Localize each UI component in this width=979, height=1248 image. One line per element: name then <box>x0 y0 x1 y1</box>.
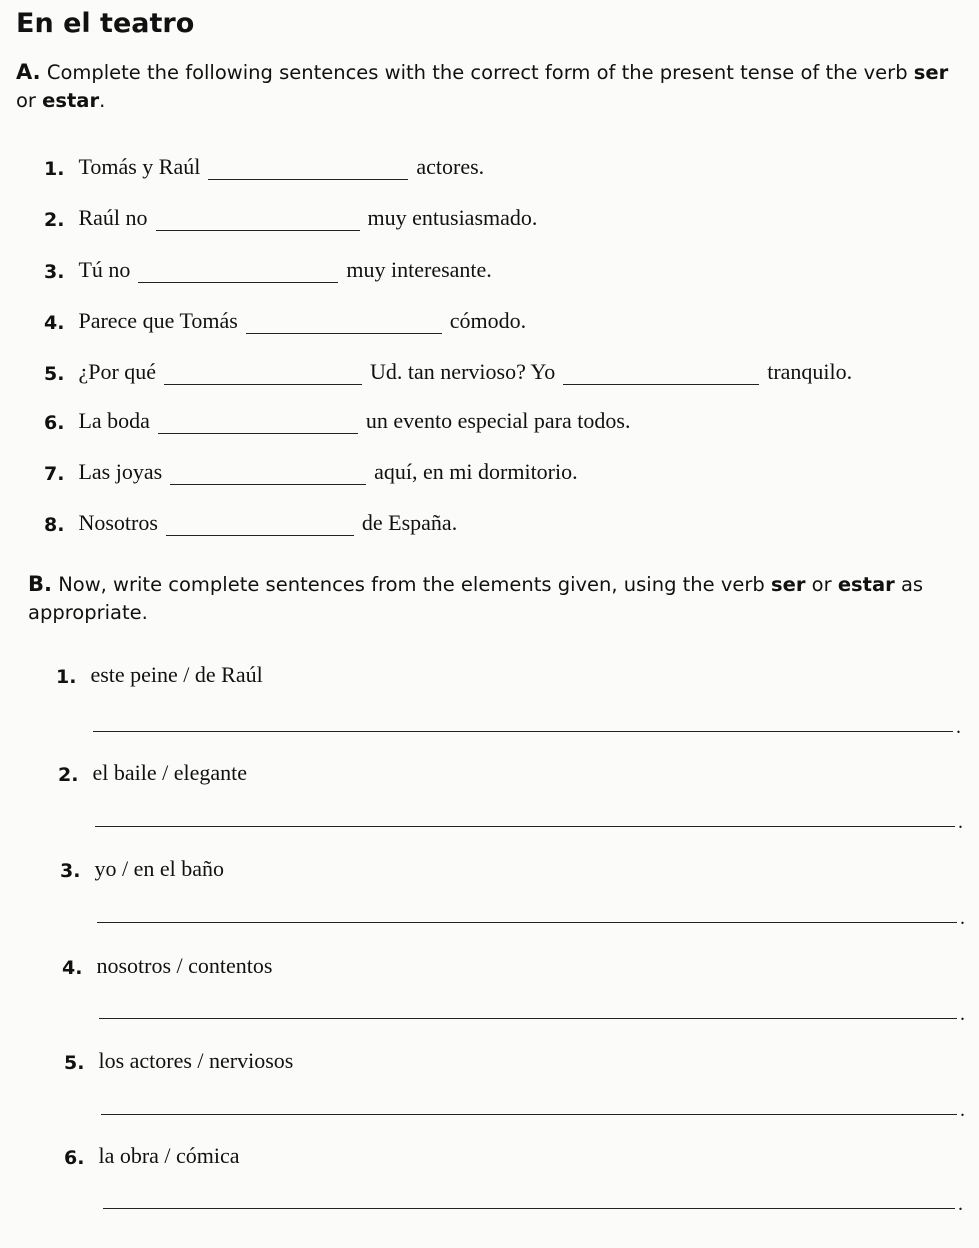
item-number: 2. <box>44 209 65 231</box>
section-a-letter: A. <box>16 60 41 84</box>
answer-blank[interactable] <box>156 208 360 231</box>
section-a-item-5 <box>44 355 852 385</box>
section-a-item-7 <box>44 455 578 485</box>
section-a-item-2 <box>44 201 537 231</box>
item-text-before: Nosotros <box>78 510 158 535</box>
item-number: 6. <box>64 1147 85 1169</box>
section-b-letter: B. <box>28 572 52 596</box>
section-b-instruction-text: Now, write complete sentences from the elements given, using the verb <box>58 573 765 596</box>
item-number: 5. <box>44 363 65 385</box>
section-b-item-1 <box>56 658 263 688</box>
section-b-item-2 <box>58 756 247 786</box>
item-number: 6. <box>44 412 65 434</box>
section-a-item-6 <box>44 404 630 434</box>
answer-blank[interactable] <box>166 513 354 536</box>
item-number: 3. <box>60 860 81 882</box>
item-text-after: un evento especial para todos. <box>365 408 631 433</box>
or-text: or <box>16 89 36 112</box>
item-number: 2. <box>58 764 79 786</box>
item-number: 1. <box>44 158 65 180</box>
item-number: 1. <box>56 666 77 688</box>
verb-ser: ser <box>771 573 806 596</box>
item-prompt: el baile / elegante <box>92 760 247 785</box>
answer-blank[interactable] <box>164 362 362 385</box>
item-text-middle: Ud. tan nervioso? Yo <box>370 359 556 384</box>
section-b-instruction-end: as appropriate. <box>28 573 924 624</box>
period: . <box>99 89 106 112</box>
line-end-period: . <box>956 716 961 738</box>
answer-line[interactable] <box>97 922 957 923</box>
answer-blank[interactable] <box>246 311 442 334</box>
section-a-item-4 <box>44 304 526 334</box>
section-b-item-6 <box>64 1139 240 1169</box>
item-number: 8. <box>44 514 65 536</box>
section-b-item-4 <box>62 949 272 979</box>
answer-blank[interactable] <box>563 362 759 385</box>
section-b-instructions <box>28 570 968 627</box>
line-end-period: . <box>960 1099 965 1121</box>
item-number: 3. <box>44 261 65 283</box>
item-text-before: Raúl no <box>78 205 148 230</box>
answer-blank[interactable] <box>158 411 358 434</box>
item-text-before: Tomás y Raúl <box>78 154 201 179</box>
item-text-before: Las joyas <box>78 459 163 484</box>
item-number: 4. <box>44 312 65 334</box>
section-a-item-3 <box>44 253 492 283</box>
item-prompt: este peine / de Raúl <box>90 662 263 687</box>
item-prompt: la obra / cómica <box>98 1143 240 1168</box>
answer-line[interactable] <box>101 1114 957 1115</box>
line-end-period: . <box>958 811 963 833</box>
item-text-after: de España. <box>361 510 458 535</box>
section-b-item-5 <box>64 1044 293 1074</box>
line-end-period: . <box>960 907 965 929</box>
item-number: 7. <box>44 463 65 485</box>
verb-ser: ser <box>913 61 949 84</box>
item-text-after: cómodo. <box>449 308 527 333</box>
section-a-instructions <box>16 58 971 115</box>
section-a-instruction-text: Complete the following sentences with the correct form of the present tense of the verb <box>46 61 908 84</box>
answer-line[interactable] <box>95 826 955 827</box>
item-text-before: ¿Por qué <box>78 359 157 384</box>
item-text-before: Parece que Tomás <box>78 308 238 333</box>
line-end-period: . <box>960 1003 965 1025</box>
answer-line[interactable] <box>99 1018 957 1019</box>
item-text-before: La boda <box>78 408 150 433</box>
item-number: 4. <box>62 957 83 979</box>
item-prompt: yo / en el baño <box>94 856 224 881</box>
answer-blank[interactable] <box>170 462 366 485</box>
section-a-item-8 <box>44 506 457 536</box>
item-text-after: muy interesante. <box>346 257 492 282</box>
section-b-item-3 <box>60 852 224 882</box>
item-text-after: aquí, en mi dormitorio. <box>374 459 578 484</box>
item-text-before: Tú no <box>78 257 131 282</box>
answer-blank[interactable] <box>208 157 408 180</box>
item-text-after: actores. <box>416 154 485 179</box>
section-a-item-1 <box>44 150 484 180</box>
verb-estar: estar <box>42 89 100 112</box>
item-prompt: nosotros / contentos <box>96 953 273 978</box>
or-text: or <box>811 573 832 596</box>
item-number: 5. <box>64 1052 85 1074</box>
answer-blank[interactable] <box>138 260 338 283</box>
item-text-after: muy entusiasmado. <box>367 205 538 230</box>
answer-line[interactable] <box>93 731 953 732</box>
line-end-period: . <box>958 1193 963 1215</box>
item-text-after: tranquilo. <box>767 359 853 384</box>
worksheet-title: En el teatro <box>16 8 195 39</box>
answer-line[interactable] <box>103 1208 955 1209</box>
item-prompt: los actores / nerviosos <box>98 1048 294 1073</box>
verb-estar: estar <box>837 573 895 596</box>
